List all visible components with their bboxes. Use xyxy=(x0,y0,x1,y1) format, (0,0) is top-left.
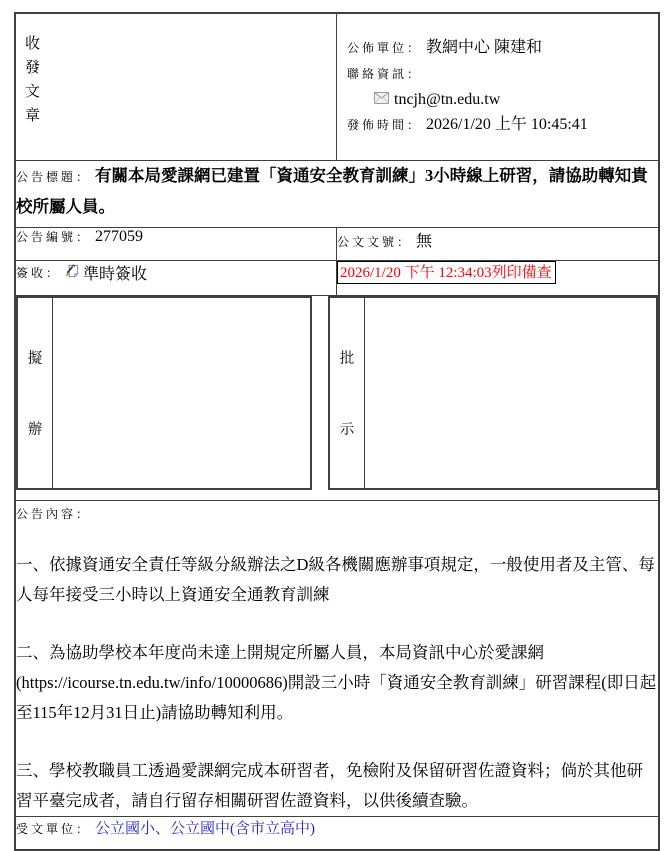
draft-approval-row xyxy=(15,296,659,501)
print-stamp-cell xyxy=(337,261,660,296)
content-paragraph-2: 二、為協助學校本年度尚未達上開規定所屬人員，本局資訊中心於愛課網(https://icourse.tn.edu.tw/info/10000686)開設三小時「資通安全教育訓練」研習課程(即日起至115年12月31日止)請協助轉知利用。 xyxy=(16,643,657,722)
draft-label-cell xyxy=(17,297,53,489)
doc-category-char: 章 xyxy=(25,108,41,124)
announce-no-cell xyxy=(15,228,337,261)
publish-time-value: 2026/1/20 上午 10:45:41 xyxy=(426,116,588,133)
doc-category-label xyxy=(16,14,336,124)
doc-category-cell xyxy=(15,13,337,161)
doc-no-label: 公文文號： xyxy=(337,235,413,249)
content-row xyxy=(15,501,659,817)
meta-row xyxy=(15,228,659,261)
announcement-title: 有關本局愛課網已建置「資通安全教育訓練」3小時線上研習，請協助轉知貴校所屬人員。 xyxy=(16,166,648,216)
sign-label: 簽收： xyxy=(16,266,62,280)
announcement-title-cell xyxy=(15,161,659,228)
approval-label: 批 示 xyxy=(339,351,355,438)
envelope-icon xyxy=(374,87,389,112)
announce-no-label: 公告編號： xyxy=(16,230,92,244)
sign-pen-icon xyxy=(64,263,80,283)
draft-box xyxy=(16,296,312,490)
draft-approval-cell xyxy=(15,296,659,501)
approval-box xyxy=(328,296,658,490)
sign-row xyxy=(15,261,659,296)
content-label: 公告內容： xyxy=(16,507,92,521)
publish-unit-line xyxy=(347,35,658,61)
publish-time-label: 發佈時間： xyxy=(347,118,423,132)
doc-category-char: 發 xyxy=(25,60,41,76)
draft-label: 擬 辦 xyxy=(27,351,43,438)
publish-unit-label: 公佈單位： xyxy=(347,41,423,55)
doc-category-char: 收 xyxy=(25,36,41,52)
publish-unit-value: 教網中心 陳建和 xyxy=(426,39,543,56)
title-row xyxy=(15,161,659,228)
approval-label-cell xyxy=(329,297,365,489)
recipient-row xyxy=(15,817,659,851)
email-line xyxy=(347,87,658,112)
doc-category-char: 文 xyxy=(25,84,41,100)
content-paragraph-1: 一、依據資通安全責任等級分級辦法之D級各機關應辦事項規定，一般使用者及主管、每人每年接受三小時以上資通安全通教育訓練 xyxy=(16,555,655,604)
approval-area xyxy=(365,297,658,489)
print-stamp-link[interactable]: 2026/1/20 下午 12:34:03列印備查 xyxy=(337,261,556,284)
recipient-link[interactable]: 公立國小、公立國中(含市立高中) xyxy=(95,821,316,837)
publish-info-cell xyxy=(337,13,660,161)
doc-no-value: 無 xyxy=(416,233,433,250)
recipient-label: 受文單位： xyxy=(16,822,92,836)
content-paragraph-3: 三、學校教職員工透過愛課網完成本研習者，免檢附及保留研習佐證資料；倘於其他研習平臺完成者，請自行留存相關研習佐證資料，以供後續查驗。 xyxy=(16,761,643,810)
header-row xyxy=(15,13,659,161)
sign-status-cell xyxy=(15,261,337,296)
doc-no-cell xyxy=(337,228,660,261)
recipient-cell xyxy=(15,817,659,851)
draft-area xyxy=(53,297,312,489)
announcement-table xyxy=(14,12,660,851)
announcement-content-cell xyxy=(15,501,659,817)
contact-label: 聯絡資訊： xyxy=(347,67,423,81)
contact-line xyxy=(347,61,658,87)
announce-no-value: 277059 xyxy=(95,228,144,245)
title-label: 公告標題： xyxy=(16,170,92,184)
sign-status: 準時簽收 xyxy=(83,266,148,283)
publish-time-line xyxy=(347,112,658,138)
email-link[interactable]: tncjh@tn.edu.tw xyxy=(394,91,501,108)
